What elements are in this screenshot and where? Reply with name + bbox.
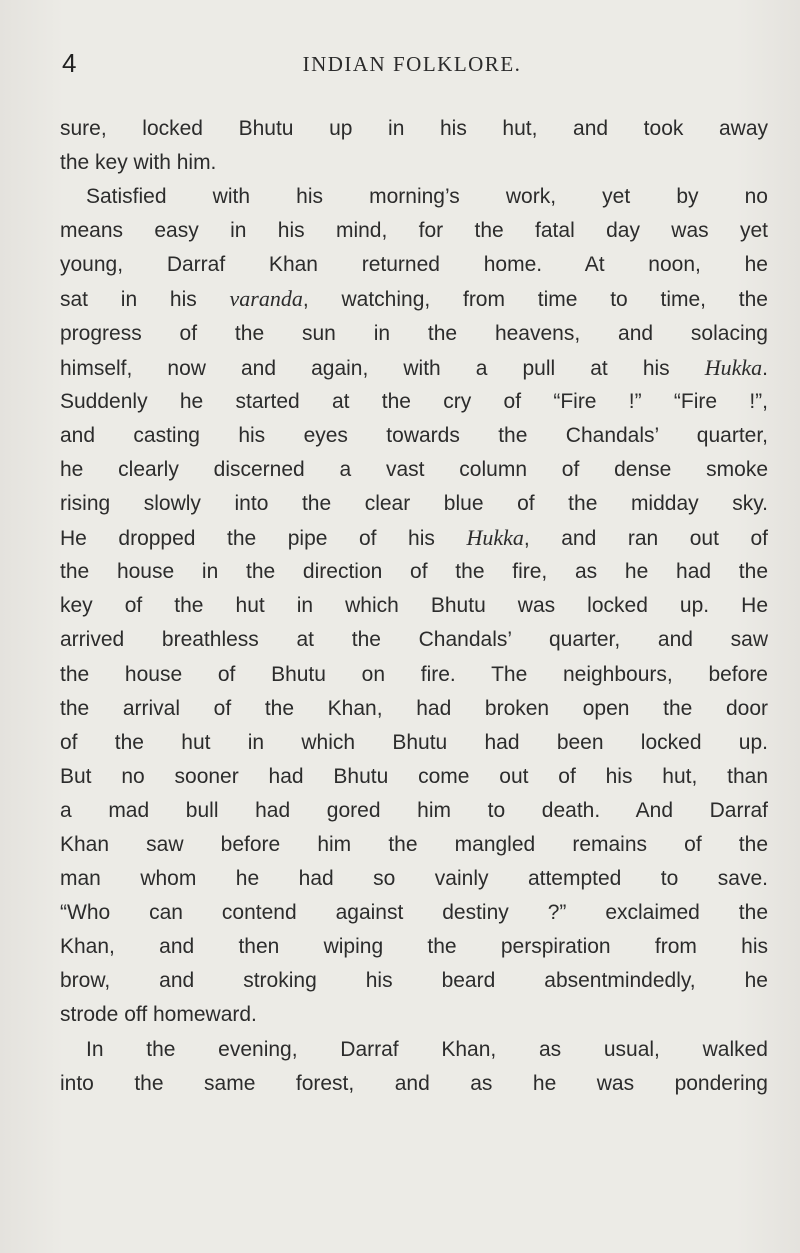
text-segment: In the evening, Darraf Khan, as usual, walked xyxy=(86,1037,768,1061)
text-line xyxy=(60,760,768,794)
text-segment: himself, now and again, with a pull at his xyxy=(60,356,705,380)
text-segment: Satisfied with his morning’s work, yet by no xyxy=(86,185,768,209)
text-segment: key of the hut in which Bhutu was locked up. He xyxy=(60,594,768,618)
text-line xyxy=(60,317,768,351)
text-segment: rising slowly into the clear blue of the midday sky. xyxy=(60,492,768,516)
text-segment: progress of the sun in the heavens, and solacing xyxy=(60,321,768,345)
text-line xyxy=(60,589,768,623)
text-segment: young, Darraf Khan returned home. At noon, he xyxy=(60,253,768,277)
text-line xyxy=(60,112,768,146)
italic-word: Hukka xyxy=(704,354,763,380)
text-segment: man whom he had so vainly attempted to save. xyxy=(60,867,768,891)
body-text xyxy=(60,112,768,1101)
text-line xyxy=(60,726,768,760)
text-line xyxy=(60,896,768,930)
text-line xyxy=(60,623,768,657)
text-line xyxy=(60,214,768,248)
text-segment: of the hut in which Bhutu had been locked up. xyxy=(60,730,768,754)
text-line xyxy=(60,146,768,180)
text-line xyxy=(60,521,768,555)
text-segment: into the same forest, and as he was pondering xyxy=(60,1071,768,1095)
text-segment: the house of Bhutu on fire. The neighbours, before xyxy=(60,662,768,686)
text-line xyxy=(60,692,768,726)
text-segment: , and ran out of xyxy=(523,527,768,551)
text-line xyxy=(60,998,768,1032)
text-line xyxy=(60,180,768,214)
text-segment: brow, and stroking his beard absentmindedly, he xyxy=(60,969,768,993)
text-segment: , watching, from time to time, the xyxy=(302,288,768,312)
text-line xyxy=(60,794,768,828)
text-line xyxy=(60,248,768,282)
text-line xyxy=(60,385,768,419)
text-segment: But no sooner had Bhutu come out of his hut, than xyxy=(60,764,768,788)
text-segment: the house in the direction of the fire, as he had the xyxy=(60,560,768,584)
text-segment: Suddenly he started at the cry of “Fire !” “Fire !”, xyxy=(60,389,768,413)
text-segment: sure, locked Bhutu up in his hut, and took away xyxy=(60,117,768,140)
text-segment: the arrival of the Khan, had broken open the door xyxy=(60,696,768,720)
text-segment: Khan, and then wiping the perspiration from his xyxy=(60,935,768,959)
text-line xyxy=(60,282,768,316)
text-line xyxy=(60,1033,768,1067)
text-line xyxy=(60,828,768,862)
text-segment: “Who can contend against destiny ?” exclaimed the xyxy=(60,901,768,925)
text-line xyxy=(60,351,768,385)
running-head: INDIAN FOLKLORE. xyxy=(302,52,522,76)
text-segment: means easy in his mind, for the fatal day was yet xyxy=(60,219,768,243)
text-segment: a mad bull had gored him to death. And Darraf xyxy=(60,798,768,822)
text-segment: he clearly discerned a vast column of dense smoke xyxy=(60,457,768,481)
text-line xyxy=(60,555,768,589)
text-line xyxy=(60,1067,768,1101)
italic-word: Hukka xyxy=(466,525,524,551)
text-line xyxy=(60,930,768,964)
text-segment: . xyxy=(762,356,768,380)
text-segment: strode off homeward. xyxy=(60,1003,257,1027)
text-segment: Khan saw before him the mangled remains of the xyxy=(60,832,768,856)
text-segment: the key with him. xyxy=(60,151,217,175)
text-segment: He dropped the pipe of his xyxy=(60,527,467,551)
page-header xyxy=(62,48,742,88)
text-line xyxy=(60,487,768,521)
text-line xyxy=(60,964,768,998)
text-segment: sat in his xyxy=(60,288,230,312)
text-segment: arrived breathless at the Chandals’ quarter, and saw xyxy=(60,628,768,652)
text-segment: and casting his eyes towards the Chandals’ quarter, xyxy=(60,423,768,447)
text-line xyxy=(60,419,768,453)
text-line xyxy=(60,453,768,487)
text-line xyxy=(60,862,768,896)
page-number: 4 xyxy=(62,48,77,78)
text-line xyxy=(60,658,768,692)
italic-word: varanda xyxy=(229,286,303,312)
